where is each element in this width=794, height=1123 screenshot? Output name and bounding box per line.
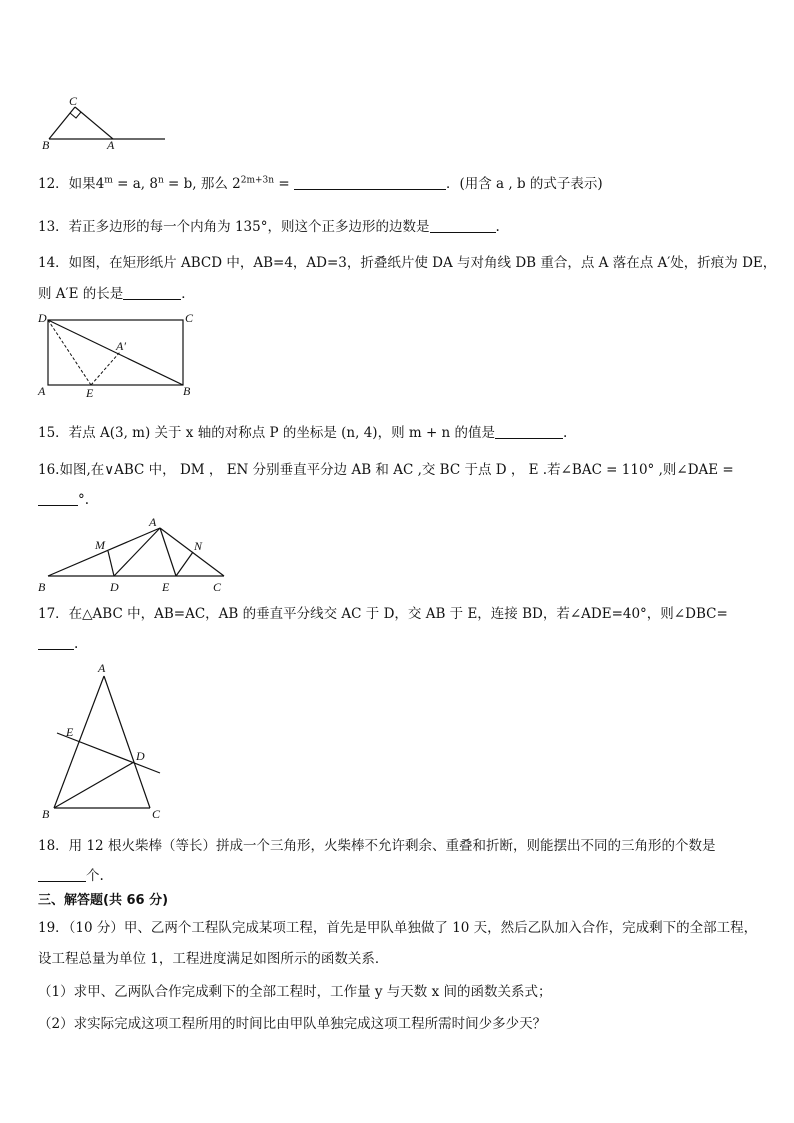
label-b: B: [38, 580, 46, 594]
label-c: C: [69, 94, 78, 108]
answer-blank-12[interactable]: [294, 177, 446, 190]
label-c: C: [213, 580, 222, 594]
question-19-line2: 设工程总量为单位 1，工程进度满足如图所示的函数关系．: [38, 951, 389, 967]
answer-blank-13[interactable]: [430, 220, 496, 233]
question-13: 13．若正多边形的每一个内角为 135°，则这个正多边形的边数是 .: [38, 219, 500, 235]
label-a: A: [38, 384, 46, 398]
question-17-line1: 17．在△ABC 中，AB=AC，AB 的垂直平分线交 AC 于 D，交 AB 于 E，连接 BD，若∠ADE=40°，则∠DBC=: [38, 606, 728, 622]
question-15: 15．若点 A(3, m) 关于 x 轴的对称点 P 的坐标是 (n, 4)，则 m + n 的值是 .: [38, 425, 568, 441]
question-18-line1: 18．用 12 根火柴棒（等长）拼成一个三角形，火柴棒不允许剩余、重叠和折断，则能摆出不同的三角形的个数是: [38, 838, 716, 854]
label-e: E: [86, 386, 94, 400]
label-a: A: [149, 515, 157, 529]
answer-blank-18[interactable]: [38, 869, 86, 882]
label-n: N: [194, 539, 203, 553]
question-16-line2: °.: [38, 492, 89, 508]
answer-blank-16[interactable]: [38, 493, 78, 506]
figure-isosceles-triangle: [36, 660, 176, 820]
label-e: E: [66, 725, 74, 739]
label-d: D: [136, 749, 145, 763]
question-14-line1: 14．如图，在矩形纸片 ABCD 中，AB=4，AD=3，折叠纸片使 DA 与对角线 DB 重合，点 A 落在点 A′处，折痕为 DE，: [38, 255, 777, 271]
label-m: M: [95, 538, 105, 552]
label-a: A: [98, 661, 106, 675]
figure-triangle-bisectors: [36, 514, 236, 594]
question-19-part2: （2）求实际完成这项工程所用的时间比由甲队单独完成这项工程所需时间少多少天？: [38, 1016, 547, 1032]
question-12: 12．如果$4^m = a$, $8^n = b$, 那么 $2^{2m+3n}$ = ．(用含 a , b 的式子表示): [38, 175, 603, 192]
question-16-line1: 16.如图,在∨ABC 中， DM ， EN 分别垂直平分边 AB 和 AC ,交 BC 于点 D ， E .若∠BAC = 110° ,则∠DAE =: [38, 462, 734, 478]
label-a: A: [107, 138, 115, 152]
label-a-prime: A′: [116, 339, 126, 353]
question-19-line1: 19．（10 分）甲、乙两个工程队完成某项工程，首先是甲队单独做了 10 天，然后乙队加入合作，完成剩下的全部工程，: [38, 920, 758, 936]
label-b: B: [42, 807, 50, 821]
figure-right-triangle: [40, 95, 170, 150]
label-d: D: [110, 580, 119, 594]
label-c: C: [152, 807, 161, 821]
figure-rectangle-fold: [36, 311, 196, 400]
label-b: B: [183, 384, 191, 398]
question-14-line2: 则 A′E 的长是 ．: [38, 286, 195, 302]
label-e: E: [162, 580, 170, 594]
label-b: B: [42, 138, 50, 152]
answer-blank-14[interactable]: [123, 287, 181, 300]
answer-blank-15[interactable]: [495, 426, 563, 439]
question-19-part1: （1）求甲、乙两队合作完成剩下的全部工程时，工作量 y 与天数 x 间的函数关系式；: [38, 984, 552, 1000]
question-17-line2: .: [38, 636, 78, 652]
label-d: D: [38, 311, 47, 325]
label-c: C: [185, 311, 194, 325]
question-18-line2: 个.: [38, 864, 104, 884]
answer-blank-17[interactable]: [38, 637, 74, 650]
section-title: 三、解答题(共 66 分): [38, 893, 169, 908]
